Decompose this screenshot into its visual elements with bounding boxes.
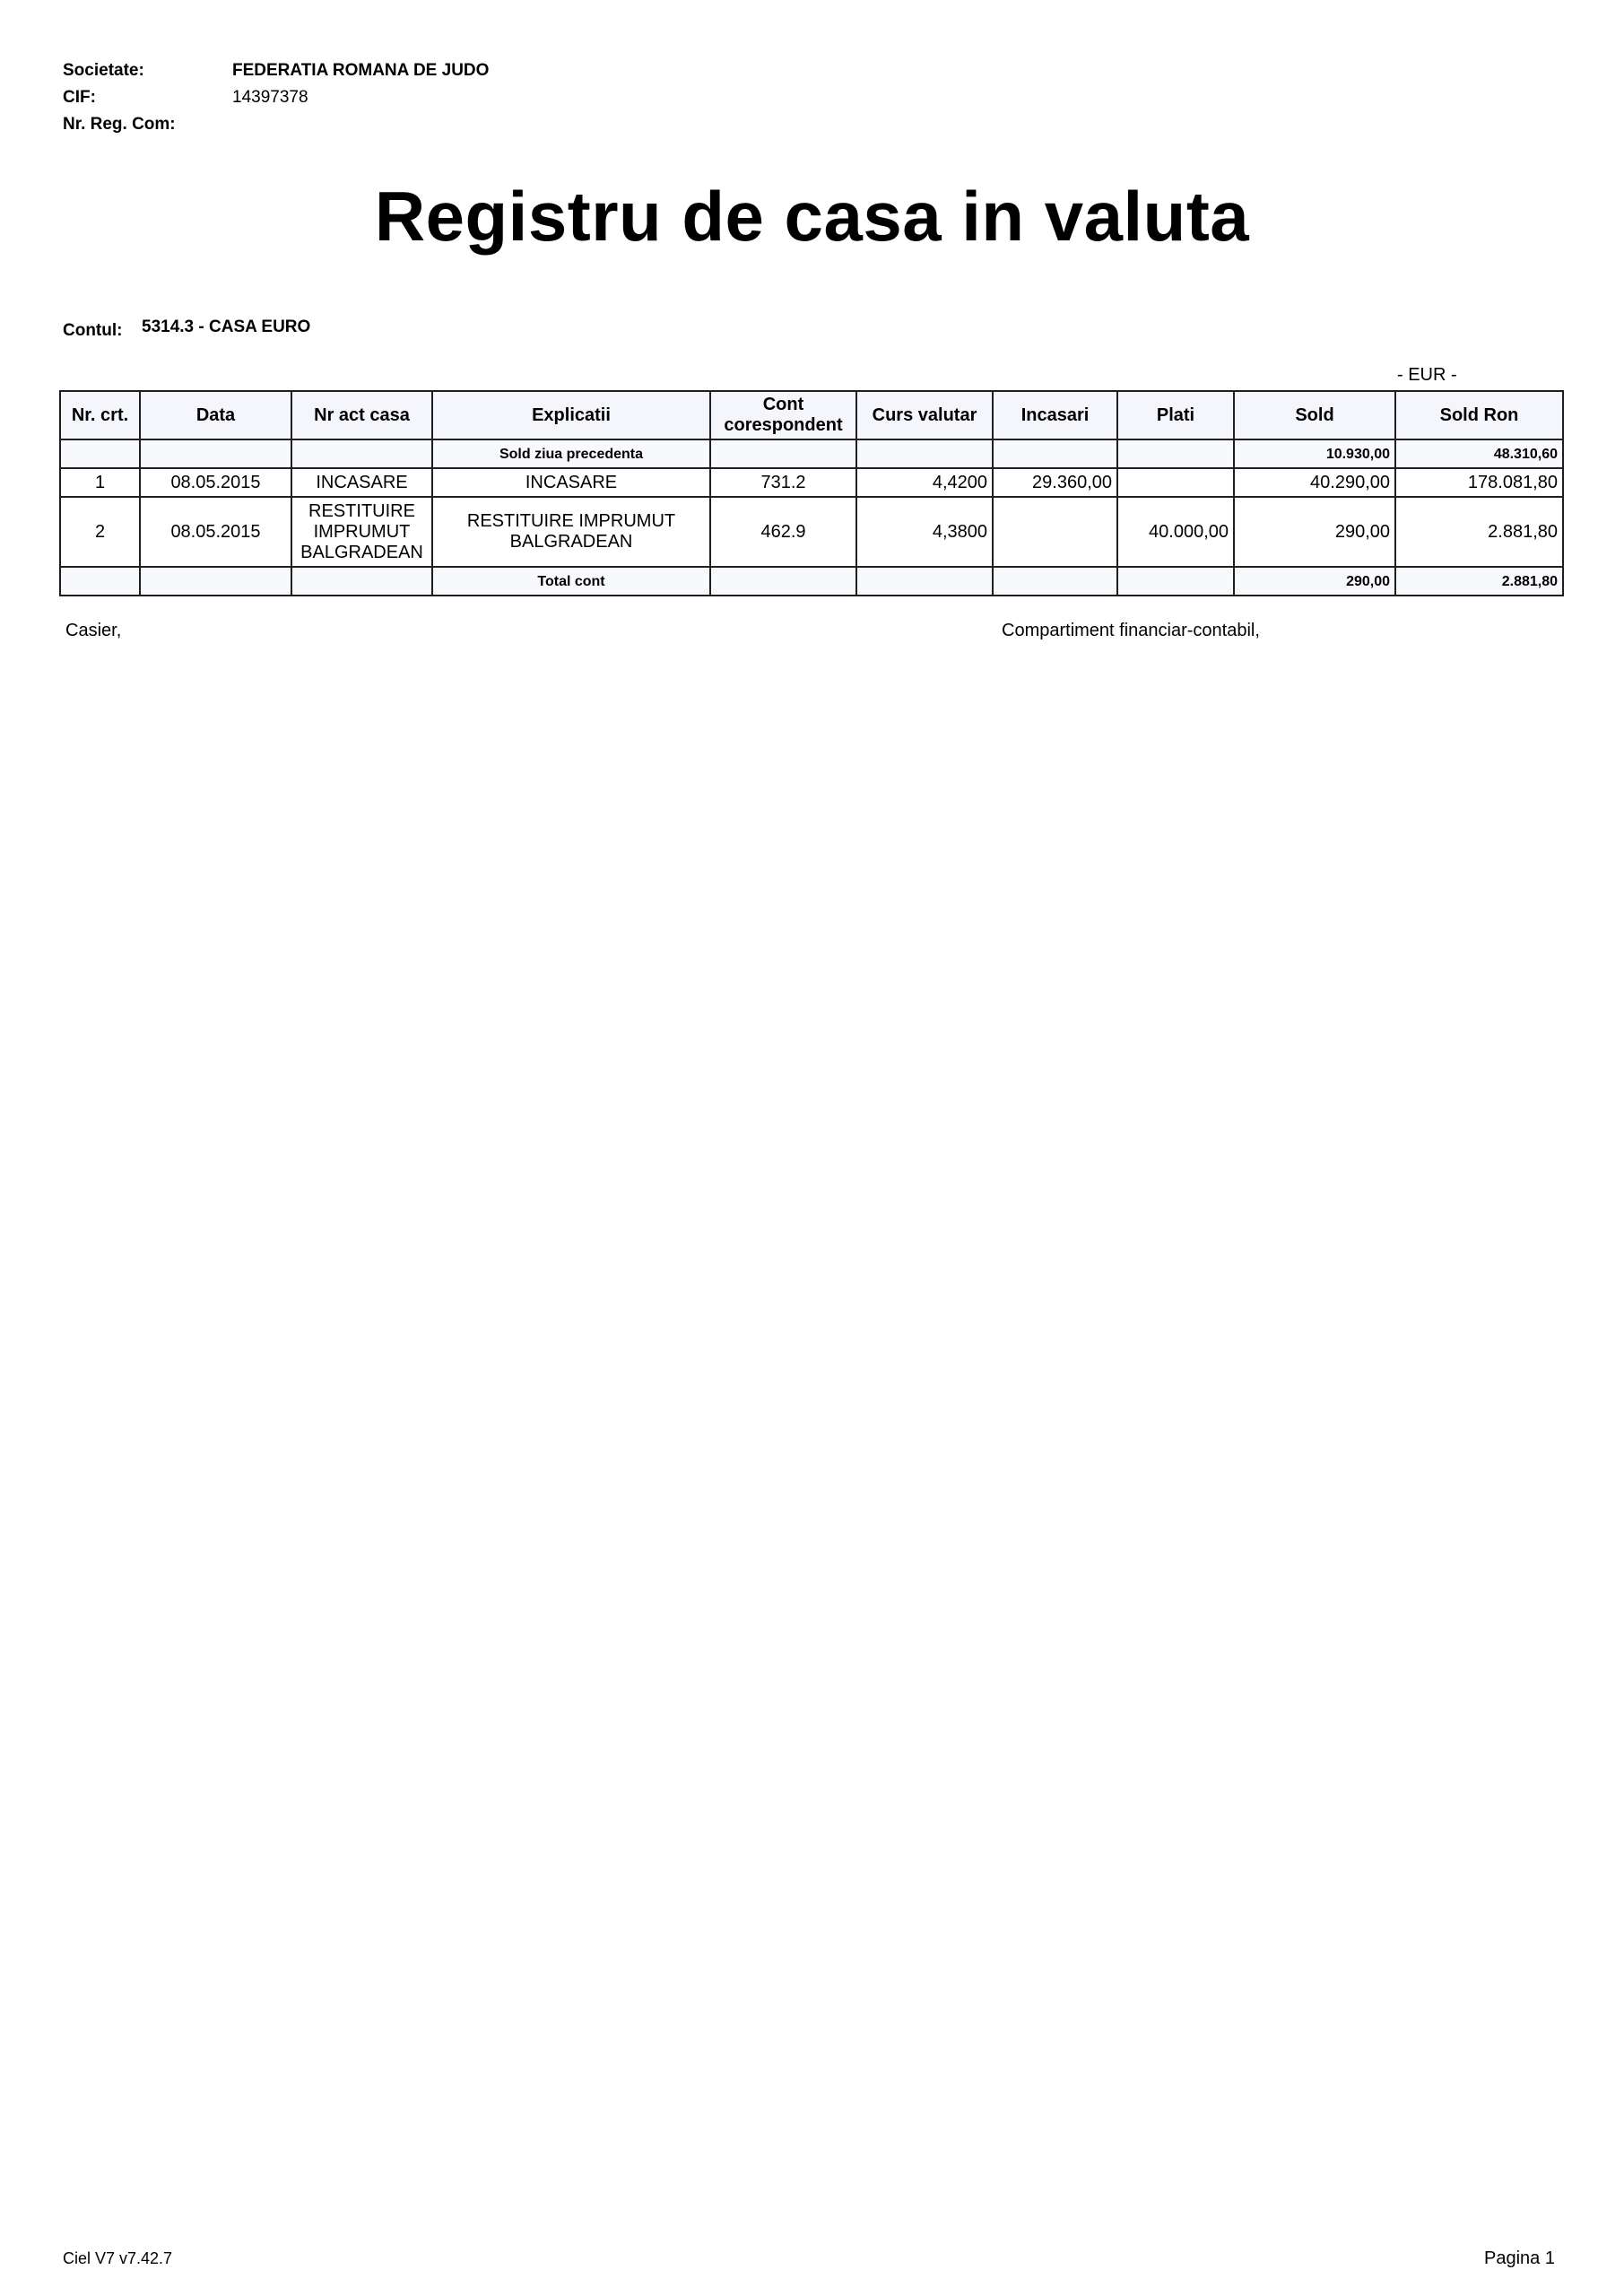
header-act: Nr act casa bbox=[291, 391, 432, 439]
cif-value: 14397378 bbox=[232, 88, 308, 107]
total-row bbox=[60, 567, 1563, 596]
header-nr: Nr. crt. bbox=[60, 391, 140, 439]
row-sold: 290,00 bbox=[1234, 497, 1395, 567]
opening-sold: 10.930,00 bbox=[1234, 439, 1395, 468]
row-act: RESTITUIRE IMPRUMUT BALGRADEAN bbox=[291, 497, 432, 567]
row-cont: 462.9 bbox=[710, 497, 856, 567]
table-row bbox=[60, 468, 1563, 497]
software-version: Ciel V7 v7.42.7 bbox=[63, 2249, 173, 2267]
table-row bbox=[60, 497, 1563, 567]
row-explicatii: INCASARE bbox=[432, 468, 710, 497]
total-sold-ron: 2.881,80 bbox=[1395, 567, 1563, 596]
header-data: Data bbox=[140, 391, 291, 439]
account-label: Contul: bbox=[63, 321, 123, 340]
opening-label: Sold ziua precedenta bbox=[432, 439, 710, 468]
row-plati: 40.000,00 bbox=[1117, 497, 1234, 567]
row-plati bbox=[1117, 468, 1234, 497]
opening-balance-row bbox=[60, 439, 1563, 468]
row-data: 08.05.2015 bbox=[140, 468, 291, 497]
nr-reg-label: Nr. Reg. Com: bbox=[63, 115, 176, 134]
total-label: Total cont bbox=[432, 567, 710, 596]
header-cont: Cont corespondent bbox=[710, 391, 856, 439]
casier-signature-label: Casier, bbox=[65, 621, 122, 640]
page-number: Pagina 1 bbox=[1484, 2248, 1555, 2268]
row-incasari bbox=[993, 497, 1117, 567]
row-sold-ron: 178.081,80 bbox=[1395, 468, 1563, 497]
header-incasari: Incasari bbox=[993, 391, 1117, 439]
row-sold-ron: 2.881,80 bbox=[1395, 497, 1563, 567]
account-value: 5314.3 - CASA EURO bbox=[142, 317, 311, 336]
row-incasari: 29.360,00 bbox=[993, 468, 1117, 497]
header-sold: Sold bbox=[1234, 391, 1395, 439]
compartiment-signature-label: Compartiment financiar-contabil, bbox=[1002, 621, 1260, 640]
row-curs: 4,3800 bbox=[856, 497, 993, 567]
row-act: INCASARE bbox=[291, 468, 432, 497]
header-curs: Curs valutar bbox=[856, 391, 993, 439]
row-nr: 1 bbox=[60, 468, 140, 497]
total-sold: 290,00 bbox=[1234, 567, 1395, 596]
header-explicatii: Explicatii bbox=[432, 391, 710, 439]
row-curs: 4,4200 bbox=[856, 468, 993, 497]
row-data: 08.05.2015 bbox=[140, 497, 291, 567]
row-sold: 40.290,00 bbox=[1234, 468, 1395, 497]
row-explicatii: RESTITUIRE IMPRUMUT BALGRADEAN bbox=[432, 497, 710, 567]
opening-sold-ron: 48.310,60 bbox=[1395, 439, 1563, 468]
header-sold-ron: Sold Ron bbox=[1395, 391, 1563, 439]
table-header-row bbox=[60, 391, 1563, 439]
row-nr: 2 bbox=[60, 497, 140, 567]
row-cont: 731.2 bbox=[710, 468, 856, 497]
cif-label: CIF: bbox=[63, 88, 96, 107]
societate-label: Societate: bbox=[63, 61, 144, 80]
header-plati: Plati bbox=[1117, 391, 1234, 439]
page-title: Registru de casa in valuta bbox=[374, 177, 1250, 256]
societate-value: FEDERATIA ROMANA DE JUDO bbox=[232, 61, 490, 80]
currency-note: - EUR - bbox=[1397, 365, 1457, 385]
cash-register-table bbox=[59, 390, 1564, 596]
